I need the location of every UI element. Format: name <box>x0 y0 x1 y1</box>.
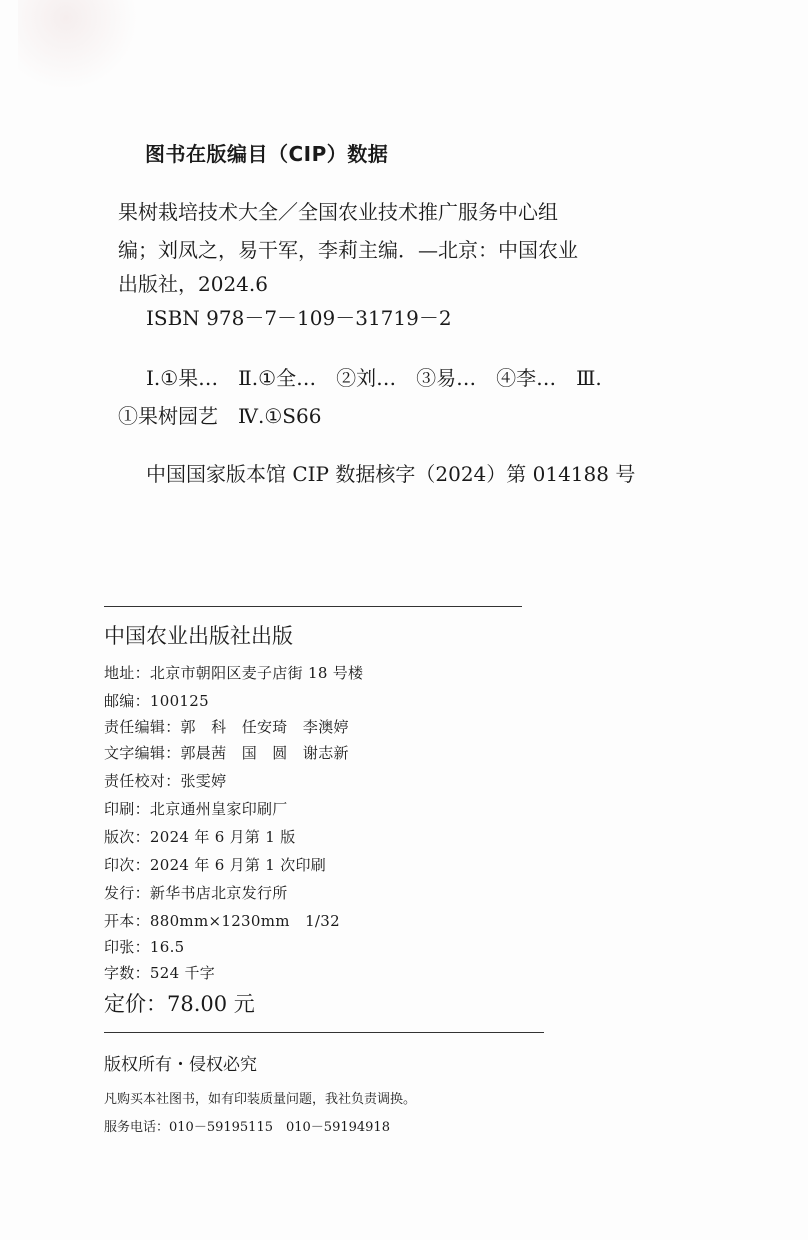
divider-top <box>104 606 522 607</box>
info-row: 开本：880mm×1230mm 1/32 <box>104 912 340 930</box>
info-row: 字数：524 千字 <box>104 964 216 982</box>
cip-classification: Ⅰ.①果… Ⅱ.①全… ②刘… ③易… ④李… Ⅲ. <box>146 366 602 390</box>
cip-line: 编；刘凤之，易干军，李莉主编．—北京：中国农业 <box>118 238 578 262</box>
price: 定价：78.00 元 <box>104 992 255 1016</box>
publisher-name: 中国农业出版社出版 <box>104 624 293 648</box>
info-row: 发行：新华书店北京发行所 <box>104 884 288 902</box>
cip-classification-cont: ①果树园艺 Ⅳ.①S66 <box>118 404 322 428</box>
copyright-notice: 版权所有・侵权必究 <box>104 1055 257 1075</box>
info-row: 印张：16.5 <box>104 938 185 956</box>
cip-verification-number: 中国国家版本馆 CIP 数据核字（2024）第 014188 号 <box>146 462 636 486</box>
divider-bottom <box>104 1032 544 1033</box>
info-row: 责任校对：张雯婷 <box>104 772 227 790</box>
info-row: 印刷：北京通州皇家印刷厂 <box>104 800 288 818</box>
cip-line: 果树栽培技术大全／全国农业技术推广服务中心组 <box>118 200 558 224</box>
info-row: 文字编辑：郭晨茜 国 圆 谢志新 <box>104 744 349 762</box>
stamp-smudge <box>18 0 138 90</box>
service-phone: 服务电话：010－59195115 010－59194918 <box>104 1120 390 1135</box>
isbn: ISBN 978－7－109－31719－2 <box>146 306 452 330</box>
info-row: 邮编：100125 <box>104 692 209 710</box>
info-row: 地址：北京市朝阳区麦子店街 18 号楼 <box>104 664 364 682</box>
exchange-notice: 凡购买本社图书，如有印装质量问题，我社负责调换。 <box>104 1092 417 1107</box>
cip-heading: 图书在版编目（CIP）数据 <box>145 142 389 166</box>
info-row: 印次：2024 年 6 月第 1 次印刷 <box>104 856 327 874</box>
cip-line: 出版社，2024.6 <box>118 272 268 296</box>
info-row: 版次：2024 年 6 月第 1 版 <box>104 828 296 846</box>
info-row: 责任编辑：郭 科 任安琦 李澳婷 <box>104 718 349 736</box>
